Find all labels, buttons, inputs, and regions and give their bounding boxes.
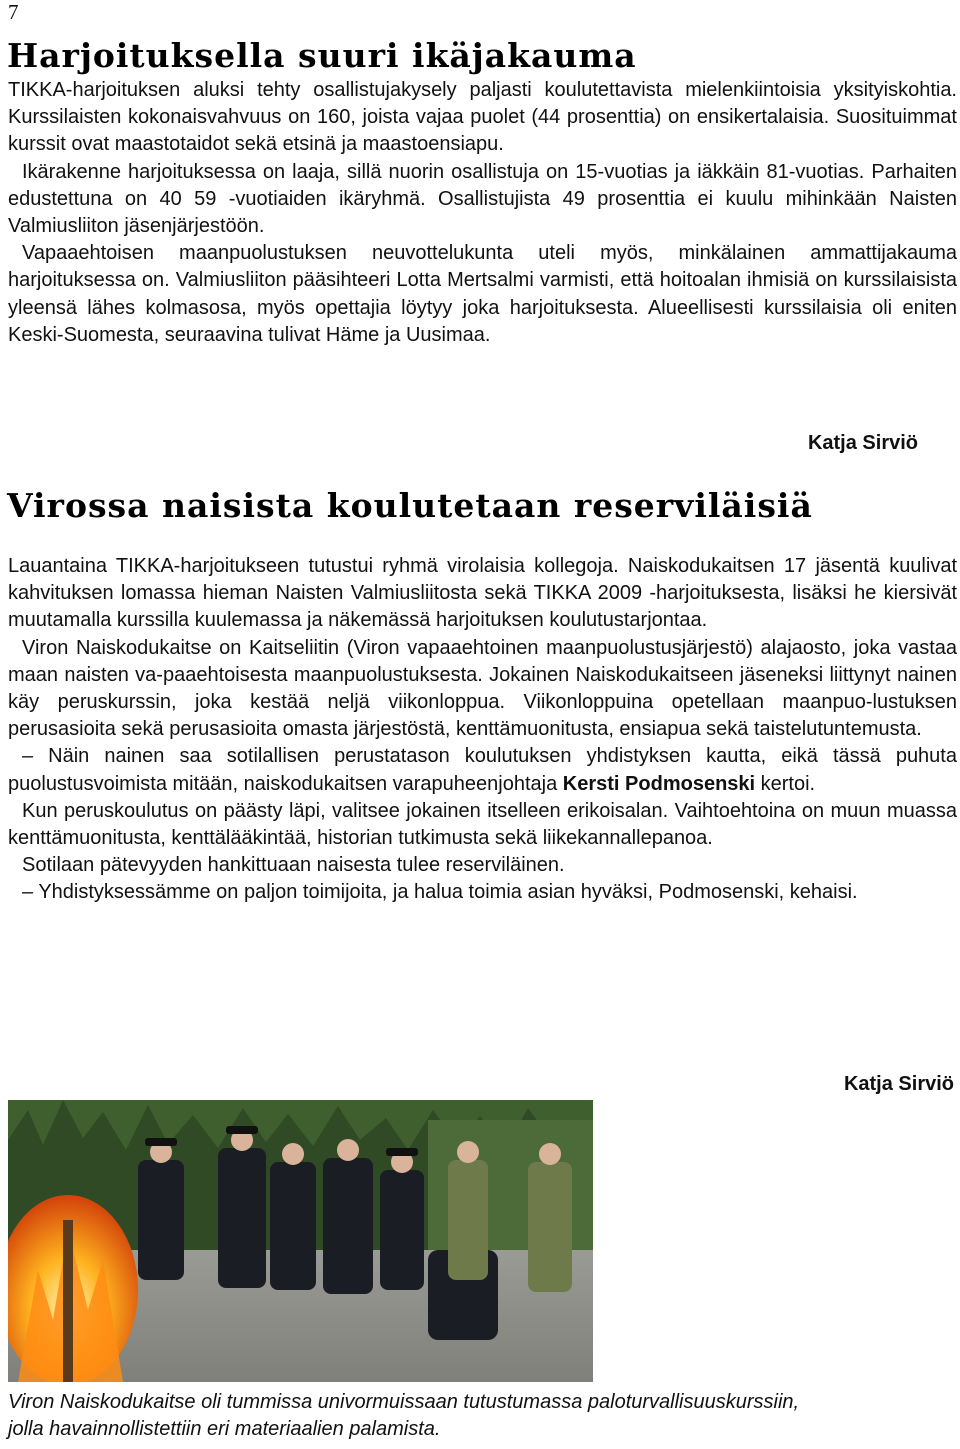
paragraph: Lauantaina TIKKA-harjoitukseen tutustui ryhmä virolaisia kollegoja. Naiskodukaitsen 17 jäsentä kuulivat kahvituksen lomassa hieman Naisten Valmiusliitosta sekä TIKKA 2009 -harjoituksesta, lisäksi he kiersivät muutamalla kurssilla kuulemassa ja näkemässä harjoituksen koulutustarjontaa. (8, 555, 957, 632)
article-title-age-distribution: Harjoituksella suuri ikäjakauma (7, 36, 637, 75)
article-title-estonia-reservists: Virossa naisista koulutetaan reserviläisiä (7, 486, 813, 525)
author-byline: Katja Sirviö (843, 1073, 954, 1095)
photo-caption (8, 1389, 957, 1443)
paragraph: Ikärakenne harjoituksessa on laaja, sillä nuorin osallistuja on 15-vuotias ja iäkkäin 81-vuotias. Parhaiten edustettuna on 40 59 -vuotiaiden ikäryhmä. Osallistujista 49 prosenttia ei kuulu mihinkään Naisten Valmiusliiton jäsenjärjestöön. (8, 160, 957, 238)
paragraph: Sotilaan pätevyyden hankittuaan naisesta tulee reserviläinen. (22, 854, 565, 877)
paragraph: Viron Naiskodukaitse on Kaitseliitin (Viron vapaaehtoinen maanpuolustusjärjestö) alajaosto, joka vastaa maan naisten va-paaehtoisesta maanpuolustuksesta. Jokainen Naiskodukaitseen jäseneksi liittynyt nainen käy peruskurssin, joka kestää neljä viikonloppua. Viikonloppuina opetellaan maanpuo-lustuksen perusasioita sekä perusasioita omasta järjestöstä, kenttämuonitusta, ensiapua sekä taistelutuntemusta. (8, 636, 957, 741)
article-body-age-distribution (8, 77, 957, 349)
quote-paragraph: – Yhdistyksessämme on paljon toimijoita, ja halua toimia asian hyväksi, Podmosenski, kehaisi. (22, 881, 858, 904)
paragraph: Vapaaehtoisen maanpuolustuksen neuvottelukunta uteli myös, minkälainen ammattijakauma harjoituksessa on. Valmiusliiton pääsihteeri Lotta Mertsalmi varmisti, että hoitoalan ihmisiä on kurssilaisista yleensä lähes kolmasosa, myös opettajia löytyy joka harjoituksesta. Alueellisesti kurssilaisia oli eniten Keski-Suomesta, seuraavina tulivat Häme ja Uusimaa. (8, 242, 957, 346)
caption-line: Viron Naiskodukaitse oli tummissa univormuissaan tutustumassa paloturvallisuuskurssiin, (8, 1391, 800, 1413)
author-byline: Katja Sirviö (807, 432, 918, 454)
paragraph: Kun peruskoulutus on päästy läpi, valitsee jokainen itselleen erikoisalan. Vaihtoehtoina on muun muassa kenttämuonitusta, kenttälääkintää, historian tutkimusta sekä liikekannallepanoa. (8, 799, 957, 850)
page-number: 7 (8, 0, 19, 24)
quote-paragraph (8, 743, 957, 797)
caption-line: jolla havainnollistettiin eri materiaalien palamista. (8, 1418, 441, 1440)
quote-attribution: kertoi. (755, 772, 816, 795)
article-body-estonia-reservists (8, 553, 957, 907)
person-name: Kersti Podmosenski (562, 772, 756, 795)
quote-text: – Näin nainen saa sotilallisen perustatason koulutuksen yhdistyksen kautta, eikä tässä puhuta puolustusvoimista mitään, naiskodukaitsen varapuheenjohtaja (8, 745, 957, 795)
paragraph: TIKKA-harjoituksen aluksi tehty osallistujakysely paljasti koulutettavista mielenkiintoisia yksityiskohtia. Kurssilaisten kokonaisvahvuus on 160, joista vajaa puolet (44 prosenttia) on ensikertalaisia. Suosituimmat kurssit ovat maastotaidot sekä etsinä ja maastoensiapu. (8, 79, 957, 156)
event-photo (8, 1100, 593, 1382)
